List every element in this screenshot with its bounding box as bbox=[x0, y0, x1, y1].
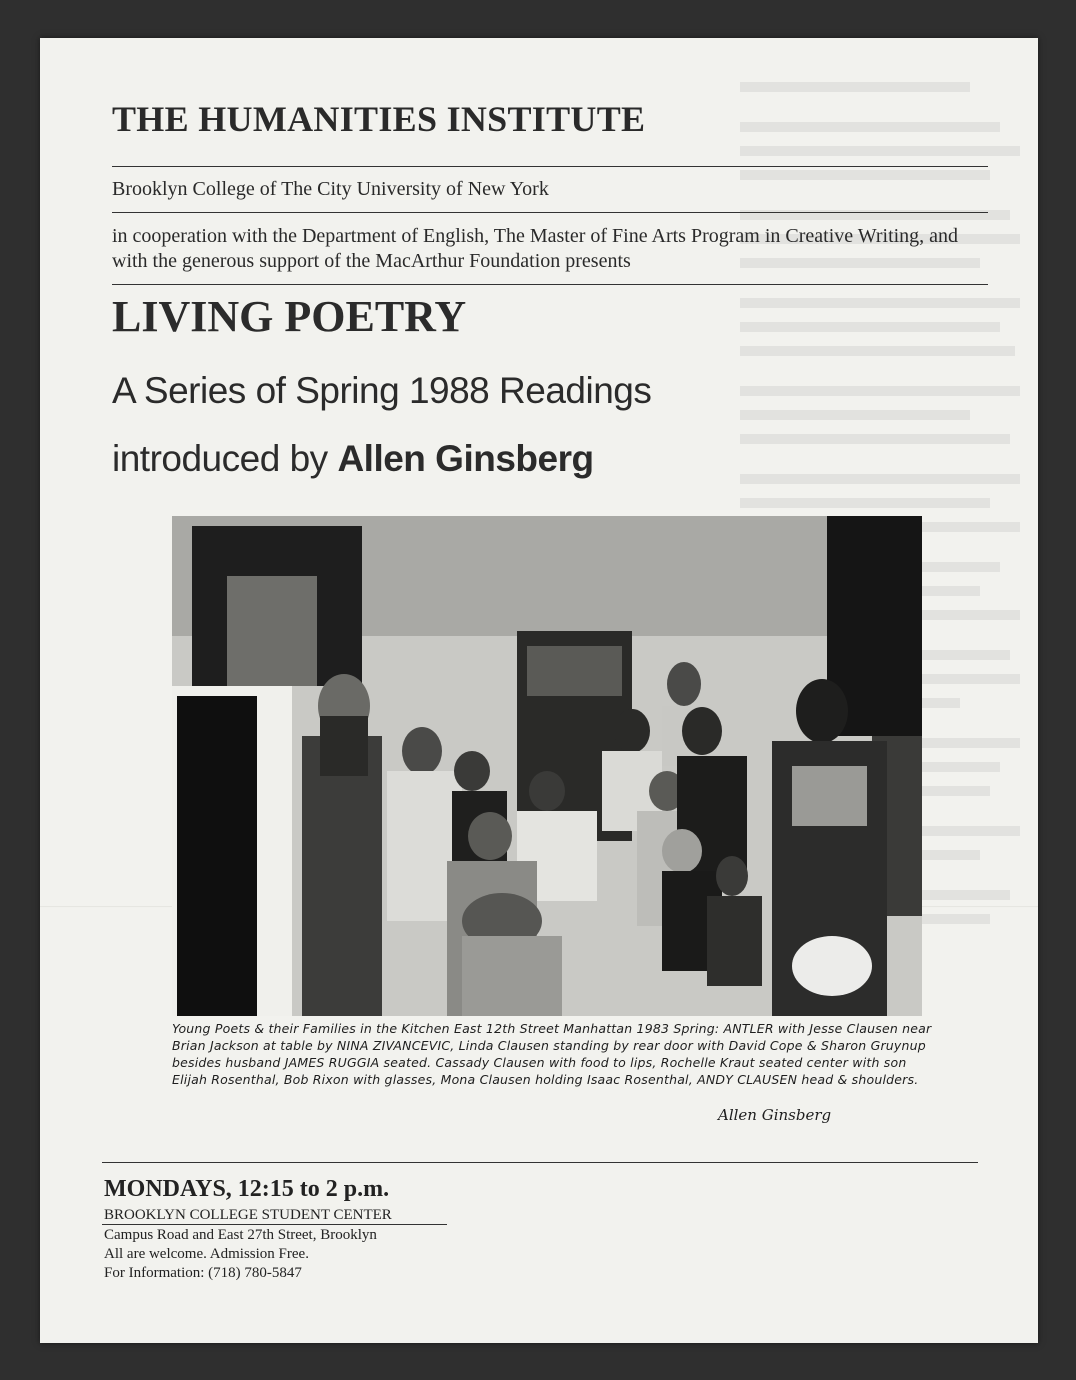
college-name: Brooklyn College of The City University of New York bbox=[112, 178, 549, 200]
flyer-page bbox=[40, 38, 1038, 1343]
photo-illustration bbox=[172, 516, 922, 1016]
venue-address: Campus Road and East 27th Street, Brooklyn bbox=[104, 1227, 377, 1243]
photo-caption: Young Poets & their Families in the Kitchen East 12th Street Manhattan 1983 Spring: ANTLER with Jesse Clausen near Brian Jackson at table by NINA ZIVANCEVIC, Linda Clausen standing by rear door with David Cope & Sharon Gruynup besides husband JAMES RUGGIA seated. Cassady Clausen with food to lips, Rochelle Kraut seated center with son Elijah Rosenthal, Bob Rixon with glasses, Mona Clausen holding Isaac Rosenthal, ANDY CLAUSEN head & shoulders. bbox=[172, 1021, 932, 1087]
divider bbox=[112, 212, 988, 213]
divider bbox=[112, 166, 988, 167]
event-title: LIVING POETRY bbox=[112, 292, 467, 341]
venue-name: BROOKLYN COLLEGE STUDENT CENTER bbox=[104, 1207, 392, 1223]
cooperation-statement: in cooperation with the Department of English, The Master of Fine Arts Program in Creative Writing, and with the generous support of the MacArthur Foundation presents bbox=[112, 225, 959, 272]
divider bbox=[112, 284, 988, 285]
divider bbox=[102, 1162, 978, 1163]
schedule-heading: MONDAYS, 12:15 to 2 p.m. bbox=[104, 1176, 390, 1202]
photo-signature: Allen Ginsberg bbox=[718, 1106, 832, 1124]
institute-title: THE HUMANITIES INSTITUTE bbox=[112, 99, 646, 139]
divider bbox=[102, 1224, 447, 1225]
info-phone: For Information: (718) 780-5847 bbox=[104, 1265, 302, 1281]
introducer-prefix: introduced by bbox=[112, 438, 338, 479]
introducer-name: Allen Ginsberg bbox=[337, 438, 594, 479]
admission-note: All are welcome. Admission Free. bbox=[104, 1246, 309, 1262]
introducer-line bbox=[112, 438, 594, 480]
group-photo bbox=[172, 516, 922, 1016]
series-subtitle: A Series of Spring 1988 Readings bbox=[112, 370, 652, 411]
